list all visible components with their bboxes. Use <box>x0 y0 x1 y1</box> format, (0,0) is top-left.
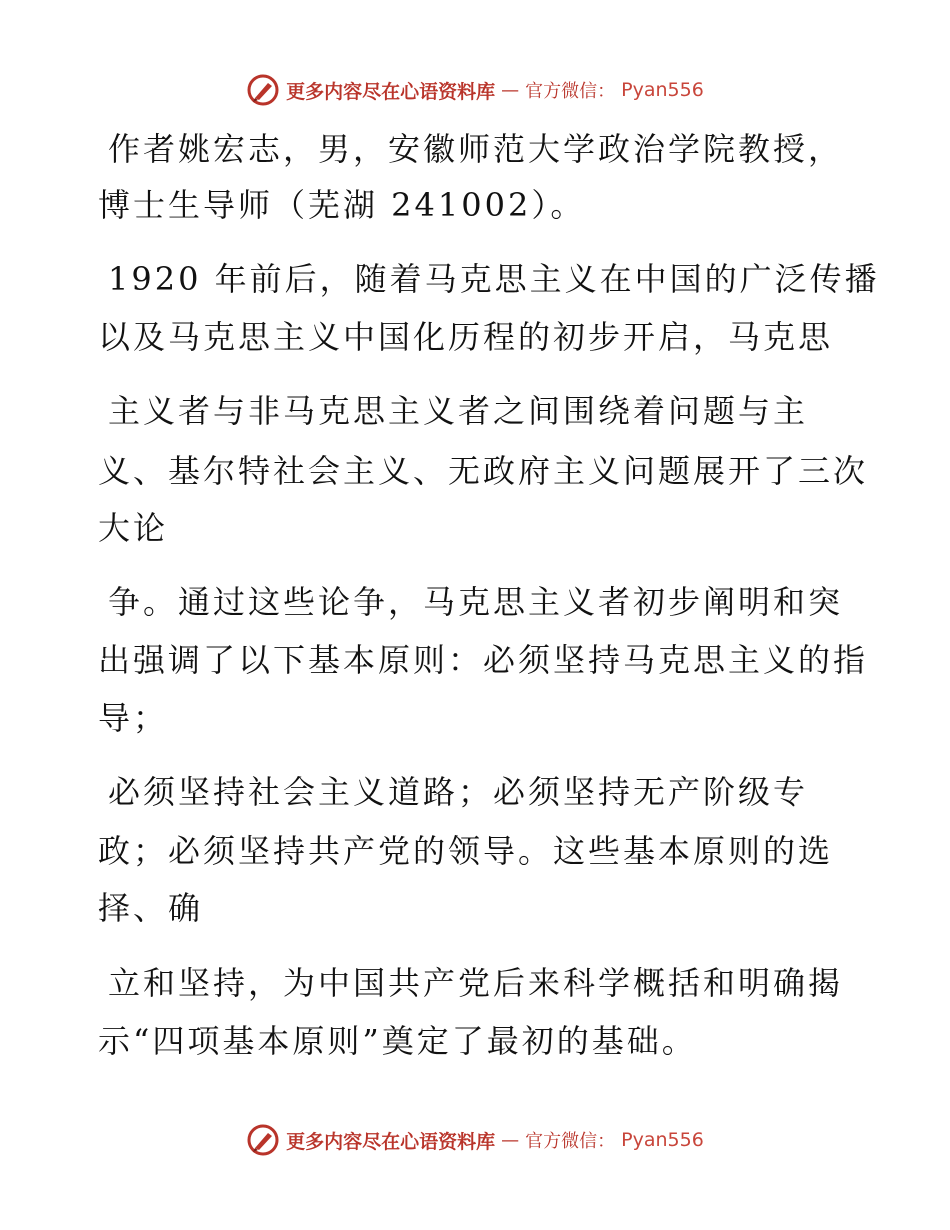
text-line: 择、确 <box>98 889 204 927</box>
text-line: 以及马克思主义中国化历程的初步开启，马克思 <box>98 318 834 356</box>
text-line: 政；必须坚持共产党的领导。这些基本原则的选 <box>98 832 834 870</box>
text-line: 出强调了以下基本原则：必须坚持马克思主义的指 <box>98 641 869 679</box>
text-line: 义、基尔特社会主义、无政府主义问题展开了三次 <box>98 452 869 490</box>
header-banner <box>0 70 950 110</box>
banner-title: 更多内容尽在心语资料库 <box>286 1130 496 1153</box>
text-line: 博士生导师（芜湖 241002）。 <box>98 186 586 224</box>
banner-dash: — <box>501 79 520 101</box>
text-line: 大论 <box>98 509 169 547</box>
banner <box>246 73 704 107</box>
text-line: 作者姚宏志，男，安徽师范大学政治学院教授， <box>108 130 844 168</box>
text-line: 争。通过这些论争，马克思主义者初步阐明和突 <box>108 583 844 621</box>
banner <box>246 1123 704 1157</box>
pen-logo-icon <box>246 1123 280 1157</box>
text-line: 示“四项基本原则”奠定了最初的基础。 <box>98 1022 697 1060</box>
footer-banner <box>0 1120 950 1160</box>
pen-logo-icon <box>246 73 280 107</box>
banner-wechat-id: Pyan556 <box>621 1129 704 1151</box>
banner-wechat-id: Pyan556 <box>621 79 704 101</box>
text-line: 必须坚持社会主义道路；必须坚持无产阶级专 <box>108 773 809 811</box>
banner-dash: — <box>501 1129 520 1151</box>
text-line: 导； <box>98 699 169 737</box>
banner-wechat-label: 官方微信： <box>525 81 616 102</box>
text-line: 1920 年前后，随着马克思主义在中国的广泛传播 <box>108 260 880 298</box>
text-line: 立和坚持，为中国共产党后来科学概括和明确揭 <box>108 964 844 1002</box>
banner-title: 更多内容尽在心语资料库 <box>286 80 496 103</box>
text-line: 主义者与非马克思主义者之间围绕着问题与主 <box>108 392 809 430</box>
banner-wechat-label: 官方微信： <box>525 1131 616 1152</box>
